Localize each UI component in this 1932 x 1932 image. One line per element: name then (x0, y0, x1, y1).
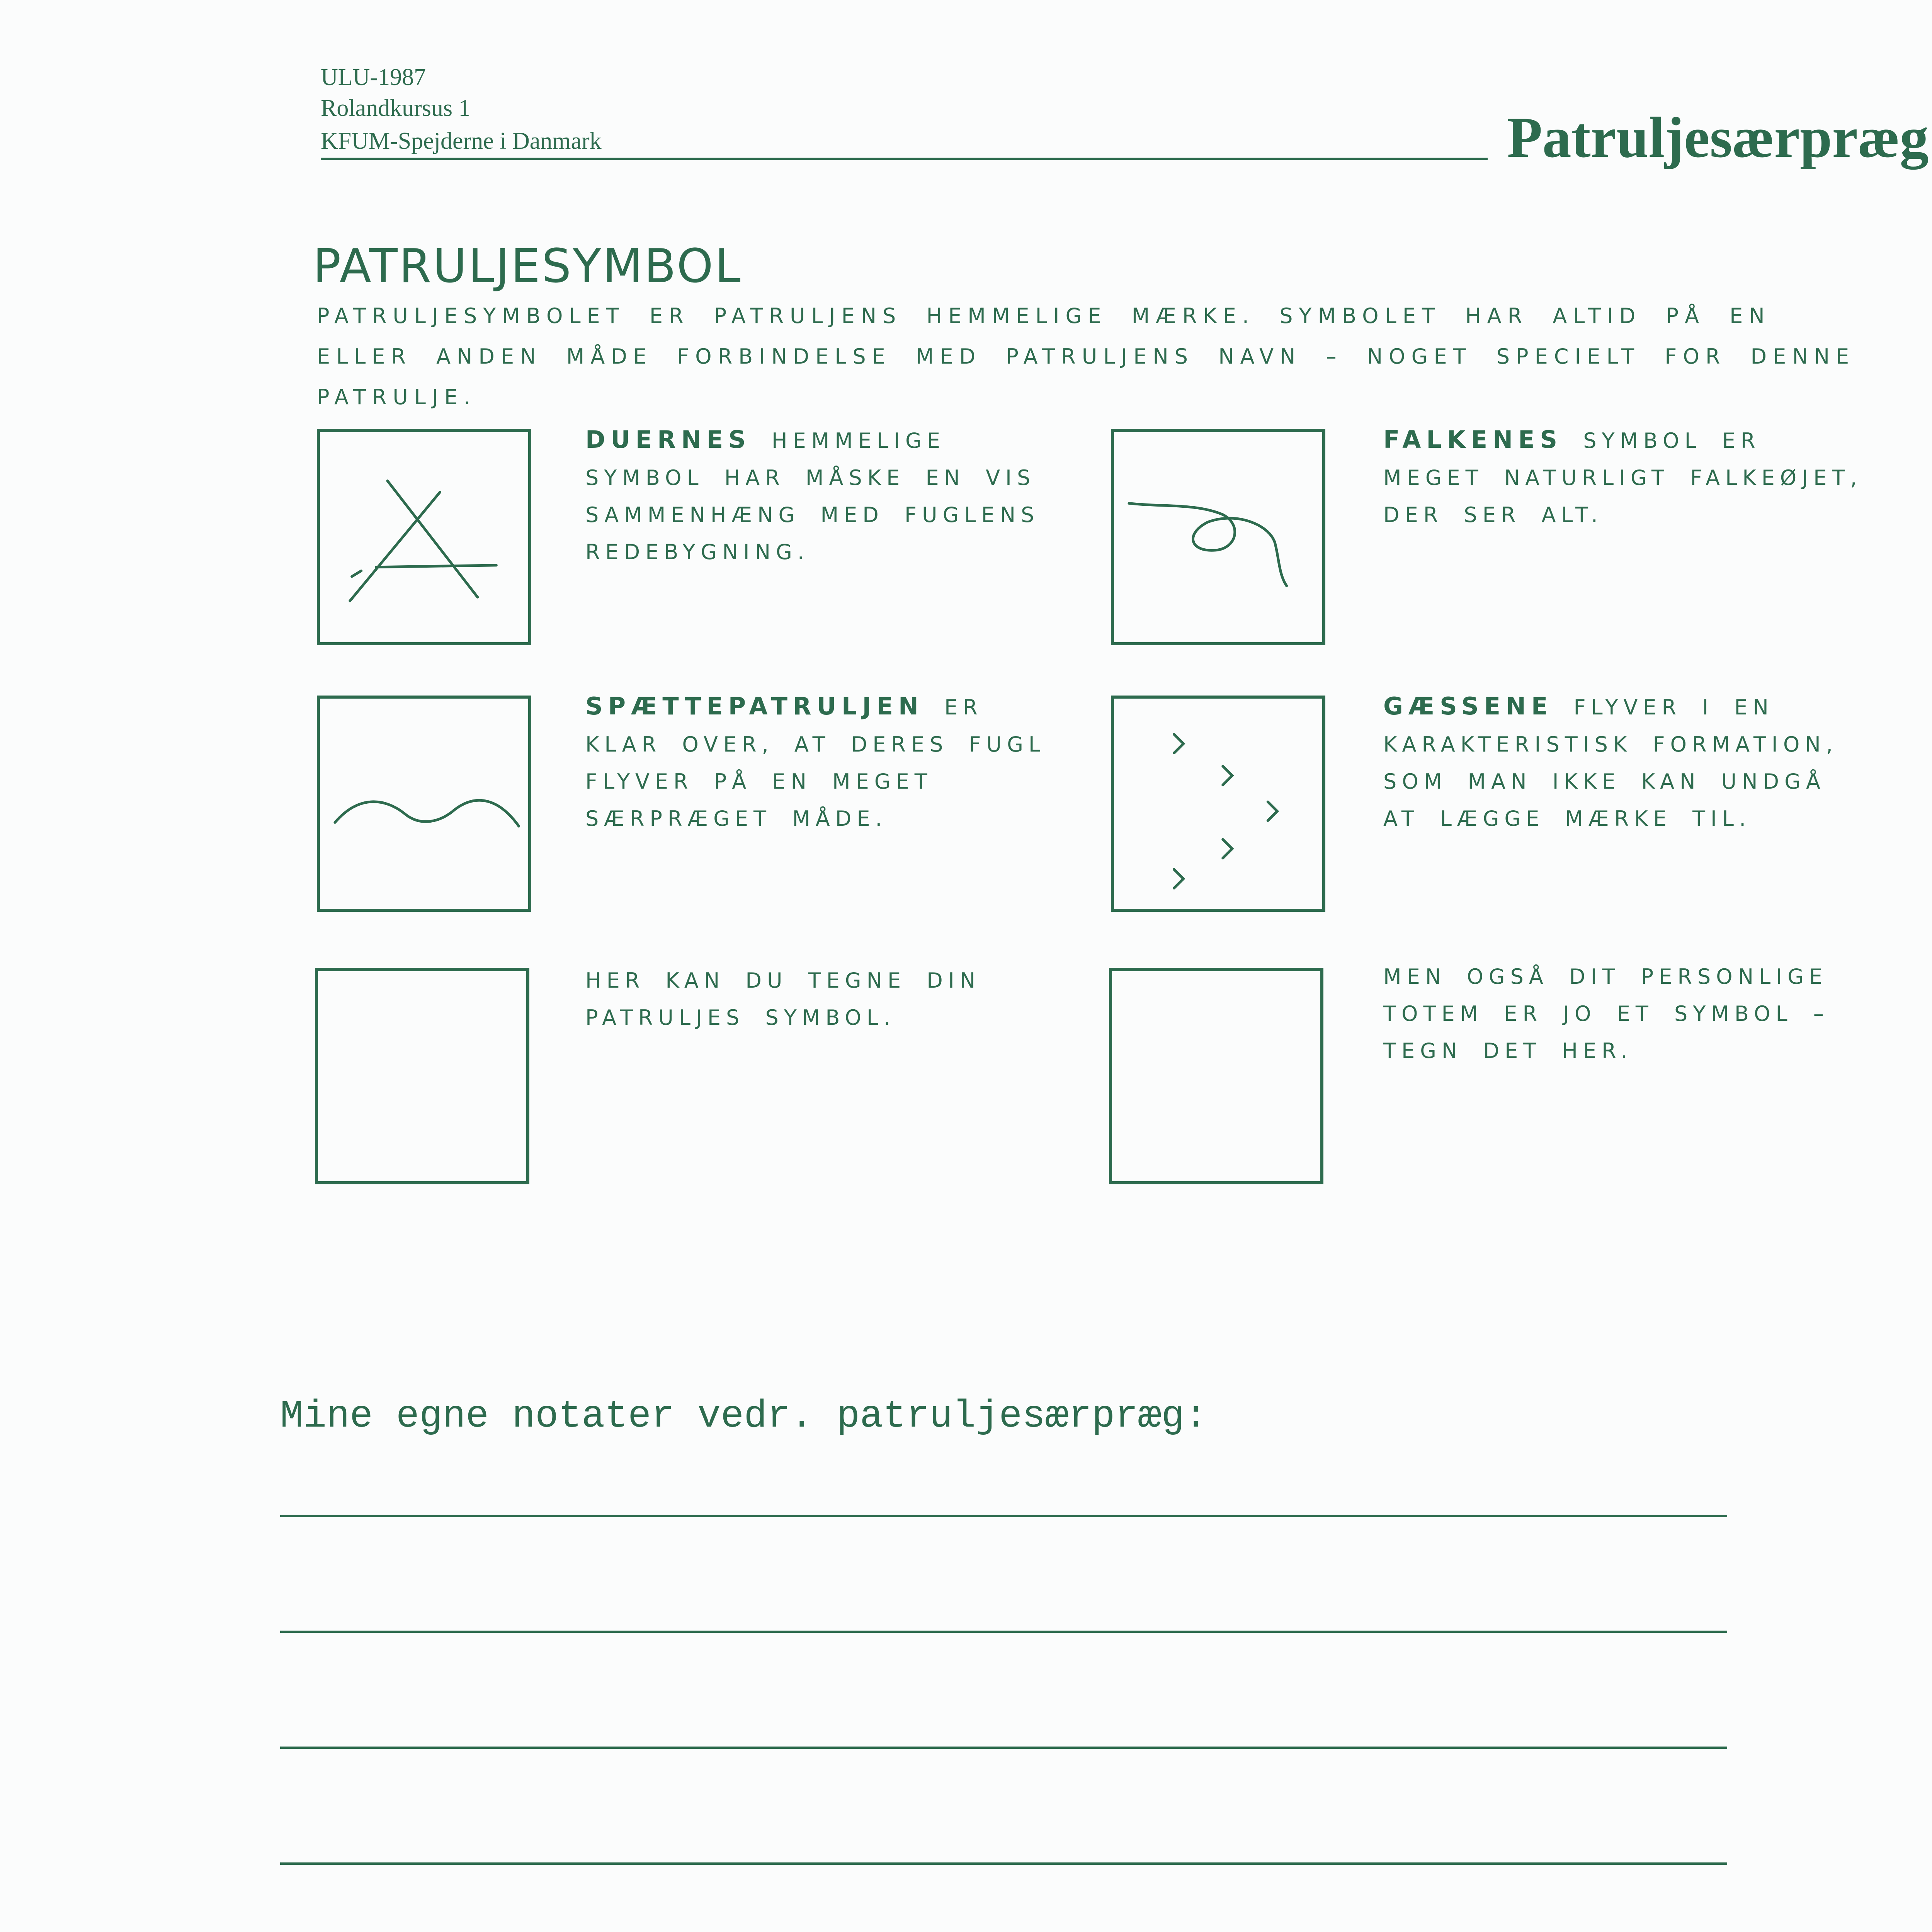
falcon-symbol-box (1111, 429, 1325, 645)
note-line[interactable] (280, 1515, 1727, 1517)
falcon-symbol-drawing (1114, 432, 1322, 642)
falcon-text: SYMBOL ER MEGET NATURLIGT FALKEØJET, DER SER ALT. (1383, 429, 1862, 527)
goose-symbol-box (1111, 696, 1325, 912)
draw-totem-text: MEN OGSÅ DIT PERSONLIGE TOTEM ER JO ET SYMBOL – TEGN DET HER. (1383, 964, 1829, 1063)
header-line-3: KFUM-Spejderne i Danmark (321, 128, 602, 154)
woodpecker-symbol-drawing (320, 699, 528, 909)
dove-text: HEMMELIGE SYMBOL HAR MÅSKE EN VIS SAMMENHÆNG MED FUGLENS REDEBYGNING. (585, 429, 1040, 564)
draw-patrol-symbol-text: HER KAN DU TEGNE DIN PATRULJES SYMBOL. (585, 968, 981, 1030)
dove-label: DUERNES (585, 425, 751, 454)
header-rule (321, 158, 1488, 160)
woodpecker-label: SPÆTTEPATRULJEN (585, 692, 924, 720)
page-title: Patruljesærpræg (1507, 105, 1929, 170)
intro-text: PATRULJESYMBOLET ER PATRULJENS HEMMELIGE MÆRKE. SYMBOLET HAR ALTID PÅ EN ELLER ANDEN MÅDE FORBINDELSE MED PATRULJENS NAVN – NOGET SPECIELT FOR DENNE PATRULJE. (317, 304, 1855, 409)
goose-label: GÆSSENE (1383, 692, 1553, 720)
section-heading: PATRULJESYMBOL (313, 240, 742, 293)
falcon-label: FALKENES (1383, 425, 1563, 454)
header-line-2: Rolandkursus 1 (321, 95, 471, 121)
woodpecker-text: ER KLAR OVER, AT DERES FUGL FLYVER PÅ EN MEGET SÆRPRÆGET MÅDE. (585, 695, 1046, 831)
woodpecker-description (585, 688, 1068, 837)
notes-title: Mine egne notater vedr. patruljesærpræg: (280, 1395, 1208, 1439)
header-line-1: ULU-1987 (321, 64, 426, 90)
goose-symbol-drawing (1114, 699, 1322, 909)
dove-symbol-box (317, 429, 531, 645)
falcon-description (1383, 421, 1866, 534)
woodpecker-symbol-box (317, 696, 531, 912)
note-line[interactable] (280, 1631, 1727, 1633)
goose-description (1383, 688, 1866, 837)
dove-symbol-drawing (320, 432, 528, 642)
draw-totem-box[interactable] (1109, 968, 1323, 1184)
note-line[interactable] (280, 1747, 1727, 1749)
dove-description (585, 421, 1068, 571)
goose-text: FLYVER I EN KARAKTERISTISK FORMATION, SOM MAN IKKE KAN UNDGÅ AT LÆGGE MÆRKE TIL. (1383, 695, 1838, 831)
note-line[interactable] (280, 1862, 1727, 1865)
draw-patrol-symbol-box[interactable] (315, 968, 529, 1184)
